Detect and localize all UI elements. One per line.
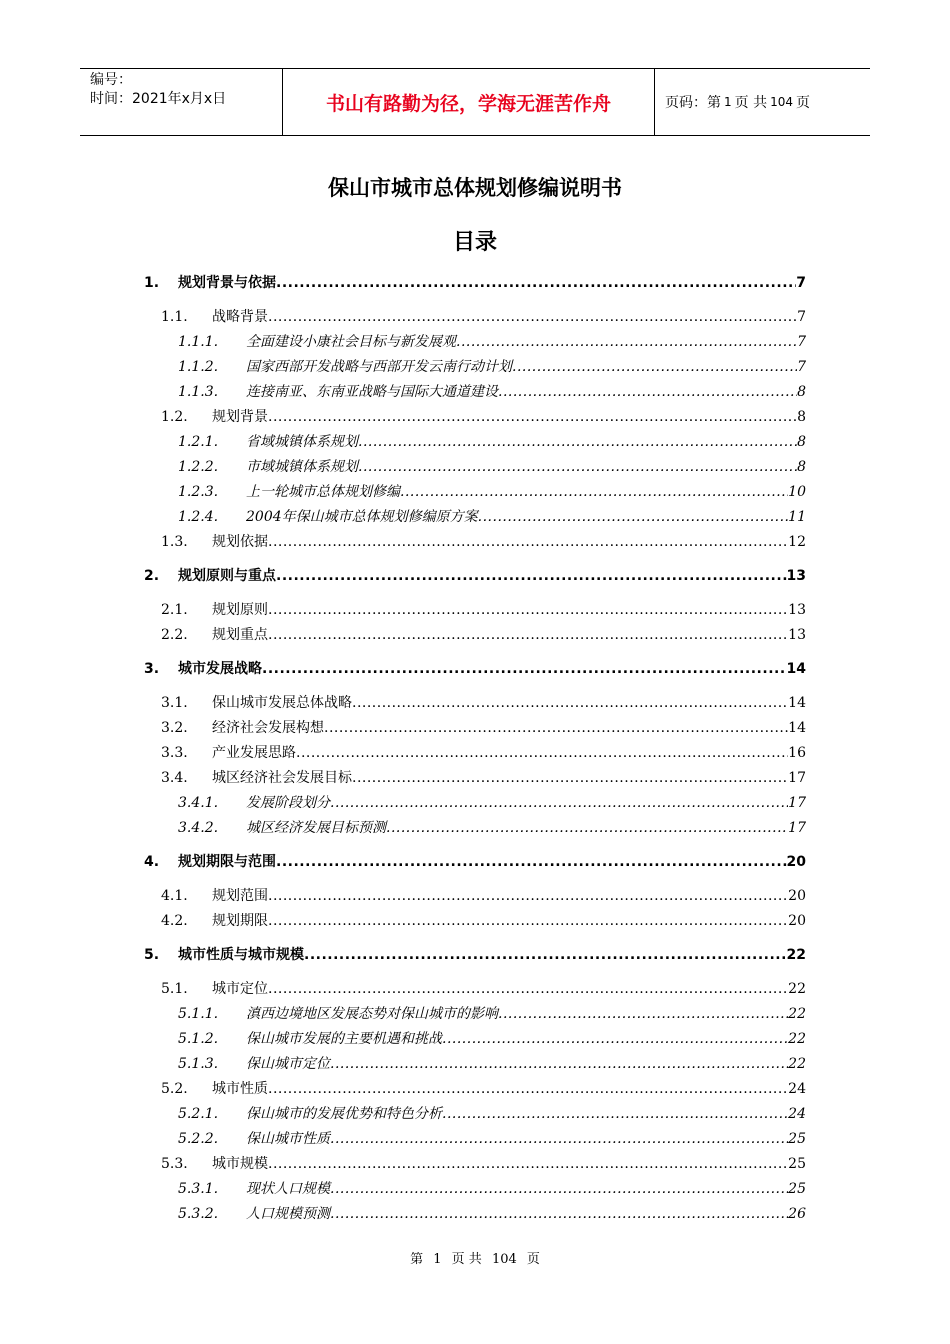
toc-entry-number: 1.3. <box>161 534 188 550</box>
toc-dot-leader <box>442 1028 788 1050</box>
toc-entry-title: 市域城镇体系规划 <box>246 459 358 475</box>
toc-entry-page: 24 <box>788 1106 806 1122</box>
footer-current: 1 <box>433 1252 442 1267</box>
toc-entry-number: 3.4. <box>161 770 188 786</box>
toc-dot-leader <box>276 272 796 294</box>
toc-entry-title: 保山城市发展的主要机遇和挑战 <box>246 1031 442 1047</box>
toc-entry-page: 20 <box>788 913 806 929</box>
toc-dot-leader <box>352 692 788 714</box>
toc-dot-leader <box>386 817 788 839</box>
toc-entry-title: 城市定位 <box>212 981 268 997</box>
page-header <box>80 68 870 136</box>
toc-entry-number: 5. <box>144 947 160 963</box>
toc-entry-page: 25 <box>788 1131 806 1147</box>
toc-entry-page: 24 <box>788 1081 806 1097</box>
toc-entry[interactable] <box>0 306 950 328</box>
toc-entry[interactable] <box>0 792 950 814</box>
toc-entry-title: 城市发展战略 <box>178 661 262 677</box>
toc-entry[interactable] <box>0 1178 950 1200</box>
toc-entry[interactable] <box>0 406 950 428</box>
document-title: 保山市城市总体规划修编说明书 <box>328 176 622 200</box>
toc-entry-number: 1.1.1. <box>178 334 219 350</box>
toc-entry[interactable] <box>0 767 950 789</box>
toc-entry-page: 10 <box>788 484 806 500</box>
toc-entry-line <box>212 717 806 739</box>
toc-dot-leader <box>268 1153 788 1175</box>
toc-entry-title: 城市规模 <box>212 1156 268 1172</box>
toc-entry[interactable] <box>0 1078 950 1100</box>
toc-entry[interactable] <box>0 565 950 587</box>
toc-dot-leader <box>330 1178 788 1200</box>
toc-entry-number: 5.2. <box>161 1081 188 1097</box>
toc-entry-number: 5.3.2. <box>178 1206 219 1222</box>
toc-dot-leader <box>456 331 797 353</box>
toc-entry-title: 规划背景 <box>212 409 268 425</box>
toc-entry-title: 现状人口规模 <box>246 1181 330 1197</box>
toc-entry-page: 22 <box>788 1031 806 1047</box>
toc-dot-leader <box>498 1003 788 1025</box>
toc-entry-title: 上一轮城市总体规划修编 <box>246 484 400 500</box>
toc-entry-number: 1.1. <box>161 309 188 325</box>
toc-entry-page: 13 <box>786 568 806 584</box>
toc-entry[interactable] <box>0 658 950 680</box>
toc-entry-line <box>246 1203 806 1225</box>
toc-entry-title: 保山城市的发展优势和特色分析 <box>246 1106 442 1122</box>
toc-entry[interactable] <box>0 910 950 932</box>
toc-entry-line <box>178 851 806 873</box>
toc-entry-number: 5.1.3. <box>178 1056 219 1072</box>
toc-entry-line <box>212 624 806 646</box>
toc-entry-page: 12 <box>788 534 806 550</box>
toc-entry[interactable] <box>0 456 950 478</box>
toc-entry[interactable] <box>0 851 950 873</box>
footer-prefix: 第 <box>410 1252 424 1267</box>
toc-entry[interactable] <box>0 817 950 839</box>
toc-entry-page: 8 <box>797 409 806 425</box>
toc-entry[interactable] <box>0 1053 950 1075</box>
toc-entry-line <box>246 1178 806 1200</box>
toc-entry-title: 保山城市性质 <box>246 1131 330 1147</box>
toc-dot-leader <box>512 356 797 378</box>
toc-entry-line <box>178 272 806 294</box>
toc-entry-title: 规划依据 <box>212 534 268 550</box>
toc-entry-title: 滇西边境地区发展态势对保山城市的影响 <box>246 1006 498 1022</box>
toc-entry[interactable] <box>0 1103 950 1125</box>
toc-entry-page: 17 <box>788 820 806 836</box>
toc-dot-leader <box>268 599 788 621</box>
toc-entry-line <box>212 1153 806 1175</box>
toc-dot-leader <box>330 792 788 814</box>
header-page-info <box>655 69 870 135</box>
toc-entry[interactable] <box>0 431 950 453</box>
toc-entry-title: 保山城市定位 <box>246 1056 330 1072</box>
toc-entry-page: 22 <box>788 1006 806 1022</box>
toc-entry-number: 5.1. <box>161 981 188 997</box>
toc-entry-line <box>212 692 806 714</box>
toc-entry-line <box>246 481 806 503</box>
toc-dot-leader <box>330 1128 788 1150</box>
page-prefix: 页码：第 <box>665 95 721 111</box>
toc-entry-title: 城区经济发展目标预测 <box>246 820 386 836</box>
toc-dot-leader <box>276 851 787 873</box>
toc-entry-line <box>178 944 806 966</box>
toc-entry-title: 战略背景 <box>212 309 268 325</box>
toc-entry-page: 22 <box>788 981 806 997</box>
toc-entry-number: 1.2.3. <box>178 484 219 500</box>
toc-entry-line <box>212 742 806 764</box>
toc-entry[interactable] <box>0 742 950 764</box>
toc-entry-number: 5.3. <box>161 1156 188 1172</box>
toc-dot-leader <box>268 1078 788 1100</box>
toc-entry[interactable] <box>0 1003 950 1025</box>
toc-entry-line <box>246 456 806 478</box>
toc-entry-number: 2. <box>144 568 160 584</box>
page-footer <box>0 1248 950 1267</box>
page-suffix: 页 <box>796 95 810 111</box>
toc-entry-page: 8 <box>797 384 806 400</box>
toc-entry-page: 25 <box>788 1156 806 1172</box>
toc-entry-number: 5.2.2. <box>178 1131 219 1147</box>
toc-entry-number: 3.3. <box>161 745 188 761</box>
toc-entry[interactable] <box>0 692 950 714</box>
toc-dot-leader <box>276 565 787 587</box>
toc-dot-leader <box>268 885 788 907</box>
toc-entry-page: 22 <box>788 1056 806 1072</box>
toc-entry-number: 5.1.1. <box>178 1006 219 1022</box>
toc-entry-line <box>246 356 806 378</box>
toc-entry-number: 3.1. <box>161 695 188 711</box>
date-line: 时间：2021年x月x日 <box>90 91 227 107</box>
toc-dot-leader <box>268 406 797 428</box>
toc-entry-page: 7 <box>797 309 806 325</box>
toc-entry-title: 规划原则 <box>212 602 268 618</box>
toc-entry[interactable] <box>0 1203 950 1225</box>
toc-entry-line <box>246 431 806 453</box>
footer-mid: 页 共 <box>451 1252 482 1267</box>
toc-entry-page: 26 <box>788 1206 806 1222</box>
toc-entry-page: 16 <box>788 745 806 761</box>
toc-entry-number: 3.4.2. <box>178 820 219 836</box>
toc-entry-number: 2.2. <box>161 627 188 643</box>
toc-entry[interactable] <box>0 356 950 378</box>
toc-entry-page: 7 <box>796 275 806 291</box>
toc-entry-number: 2.1. <box>161 602 188 618</box>
toc-entry-title: 全面建设小康社会目标与新发展观 <box>246 334 456 350</box>
toc-entry-page: 17 <box>788 770 806 786</box>
toc-entry[interactable] <box>0 1028 950 1050</box>
toc-entry-title: 规划原则与重点 <box>178 568 276 584</box>
toc-title: 目录 <box>452 230 497 255</box>
toc-entry[interactable] <box>0 531 950 553</box>
page-mid: 页 共 <box>734 95 768 111</box>
toc-entry-page: 7 <box>797 359 806 375</box>
toc-entry-title: 发展阶段划分 <box>246 795 330 811</box>
header-meta <box>80 69 282 135</box>
footer-total: 104 <box>491 1252 517 1267</box>
toc-entry-title: 保山城市发展总体战略 <box>212 695 352 711</box>
toc-entry[interactable] <box>0 272 950 294</box>
toc-entry-number: 3. <box>144 661 160 677</box>
toc-entry-number: 1.1.2. <box>178 359 219 375</box>
toc-entry-title: 规划背景与依据 <box>178 275 276 291</box>
toc-entry-page: 8 <box>797 459 806 475</box>
toc-entry-title: 城市性质 <box>212 1081 268 1097</box>
toc-dot-leader <box>358 456 797 478</box>
toc-entry-page: 7 <box>797 334 806 350</box>
toc-entry-line <box>212 910 806 932</box>
toc-entry-line <box>246 1053 806 1075</box>
toc-entry-title: 连接南亚、东南亚战略与国际大通道建设 <box>246 384 498 400</box>
toc-entry-line <box>246 1003 806 1025</box>
toc-entry-page: 14 <box>788 720 806 736</box>
toc-entry-number: 5.2.1. <box>178 1106 219 1122</box>
toc-entry-number: 5.1.2. <box>178 1031 219 1047</box>
toc-entry-line <box>246 331 806 353</box>
toc-entry-number: 4.1. <box>161 888 188 904</box>
toc-entry-page: 11 <box>788 509 806 525</box>
toc-entry-title: 规划重点 <box>212 627 268 643</box>
toc-dot-leader <box>358 431 797 453</box>
toc-entry[interactable] <box>0 944 950 966</box>
toc-entry-page: 17 <box>788 795 806 811</box>
toc-entry-page: 22 <box>786 947 806 963</box>
toc-entry-page: 14 <box>788 695 806 711</box>
page-current: 1 <box>724 95 732 109</box>
toc-entry-title: 省域城镇体系规划 <box>246 434 358 450</box>
toc-entry-title: 国家西部开发战略与西部开发云南行动计划 <box>246 359 512 375</box>
toc-entry[interactable] <box>0 381 950 403</box>
toc-dot-leader <box>324 717 788 739</box>
toc-dot-leader <box>478 506 789 528</box>
toc-dot-leader <box>400 481 788 503</box>
toc-dot-leader <box>268 306 797 328</box>
toc-entry-number: 4. <box>144 854 160 870</box>
toc-entry-line <box>178 565 806 587</box>
toc-entry[interactable] <box>0 1128 950 1150</box>
toc-entry-number: 4.2. <box>161 913 188 929</box>
footer-suffix: 页 <box>526 1252 540 1267</box>
toc-entry-title: 规划期限 <box>212 913 268 929</box>
toc-entry-number: 1.2.2. <box>178 459 219 475</box>
toc-entry-page: 25 <box>788 1181 806 1197</box>
toc-entry-line <box>212 406 806 428</box>
serial-label: 编号： <box>90 72 132 88</box>
toc-entry-page: 13 <box>788 627 806 643</box>
toc-dot-leader <box>442 1103 788 1125</box>
toc-entry-line <box>246 1103 806 1125</box>
toc-entry-number: 1.2.1. <box>178 434 219 450</box>
toc-dot-leader <box>268 531 788 553</box>
toc-entry-number: 1.1.3. <box>178 384 219 400</box>
toc-entry-line <box>246 817 806 839</box>
toc-entry-number: 1. <box>144 275 160 291</box>
page-total: 104 <box>770 95 793 109</box>
toc-dot-leader <box>330 1053 788 1075</box>
toc-entry-title: 人口规模预测 <box>246 1206 330 1222</box>
toc-entry-line <box>212 885 806 907</box>
toc-dot-leader <box>296 742 788 764</box>
toc-entry-number: 5.3.1. <box>178 1181 219 1197</box>
toc-dot-leader <box>262 658 787 680</box>
toc-entry-title: 规划期限与范围 <box>178 854 276 870</box>
toc-entry-line <box>212 306 806 328</box>
toc-entry-title: 2004年保山城市总体规划修编原方案 <box>246 509 478 525</box>
toc-entry[interactable] <box>0 885 950 907</box>
toc-dot-leader <box>268 978 788 1000</box>
toc-entry-line <box>246 506 806 528</box>
toc-entry-line <box>212 978 806 1000</box>
toc-dot-leader <box>352 767 788 789</box>
toc-entry[interactable] <box>0 481 950 503</box>
toc-entry-number: 1.2. <box>161 409 188 425</box>
toc-entry-page: 20 <box>788 888 806 904</box>
toc-entry-title: 产业发展思路 <box>212 745 296 761</box>
toc-entry-line <box>246 792 806 814</box>
toc-entry-title: 规划范围 <box>212 888 268 904</box>
toc-entry[interactable] <box>0 599 950 621</box>
toc-entry-title: 城市性质与城市规模 <box>178 947 304 963</box>
toc-entry-number: 1.2.4. <box>178 509 219 525</box>
toc-entry-line <box>178 658 806 680</box>
toc-entry-line <box>246 381 806 403</box>
toc-entry-page: 14 <box>786 661 806 677</box>
toc-entry-title: 城区经济社会发展目标 <box>212 770 352 786</box>
toc-dot-leader <box>268 624 788 646</box>
toc-entry-page: 8 <box>797 434 806 450</box>
toc-entry-title: 经济社会发展构想 <box>212 720 324 736</box>
toc-entry-number: 3.2. <box>161 720 188 736</box>
toc-dot-leader <box>268 910 788 932</box>
toc-entry[interactable] <box>0 624 950 646</box>
toc-entry-line <box>212 599 806 621</box>
toc-entry[interactable] <box>0 978 950 1000</box>
toc-entry[interactable] <box>0 506 950 528</box>
toc-entry-line <box>246 1028 806 1050</box>
header-motto: 书山有路勤为径，学海无涯苦作舟 <box>282 69 655 135</box>
toc-entry-number: 3.4.1. <box>178 795 219 811</box>
toc-dot-leader <box>330 1203 788 1225</box>
toc-entry-line <box>212 767 806 789</box>
toc-entry[interactable] <box>0 331 950 353</box>
toc-entry-line <box>212 531 806 553</box>
toc-dot-leader <box>498 381 797 403</box>
toc-entry[interactable] <box>0 717 950 739</box>
toc-entry[interactable] <box>0 1153 950 1175</box>
toc-dot-leader <box>304 944 787 966</box>
toc-entry-line <box>212 1078 806 1100</box>
toc-entry-page: 13 <box>788 602 806 618</box>
toc-entry-line <box>246 1128 806 1150</box>
toc-entry-page: 20 <box>786 854 806 870</box>
